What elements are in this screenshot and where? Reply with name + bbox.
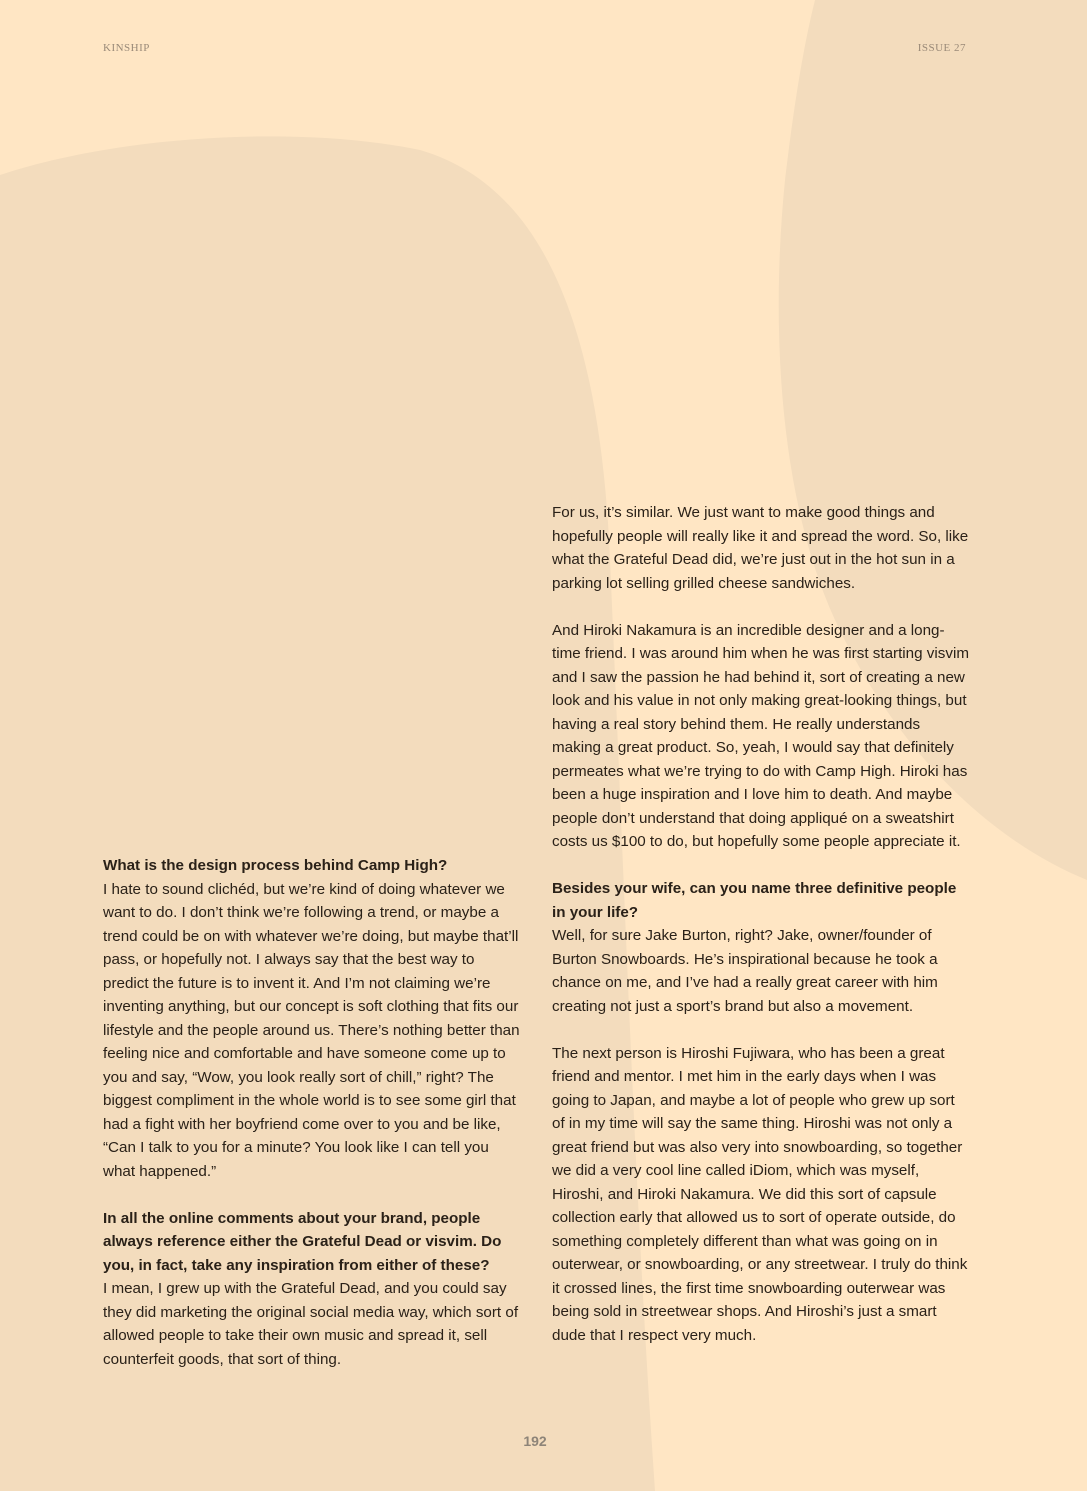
- right-text-column: [552, 501, 970, 1347]
- answer-inspiration: I mean, I grew up with the Grateful Dead, and you could say they did marketing the original social media way, which sort of allowed people to take their own music and spread it, sell counterfeit goods, that sort of thing.: [103, 1280, 519, 1368]
- question-inspiration: In all the online comments about your brand, people always reference either the Grateful Dead or visvim. Do you, in fact, take any inspiration from either of these?: [103, 1209, 502, 1274]
- paragraph-hiroki-nakamura: And Hiroki Nakamura is an incredible designer and a long-time friend. I was around him when he was first starting visvim and I saw the passion he had behind it, sort of creating a new look and his value in not only making great-looking things, but having a real story behind them. He really understands making a great product. So, yeah, I would say that definitely permeates what we’re trying to do with Camp High. Hiroki has been a huge inspiration and I love him to death. And maybe people don’t understand that doing appliqué on a sweatshirt costs us $100 to do, but hopefully some people appreciate it.: [552, 621, 969, 850]
- left-text-column: [103, 854, 521, 1371]
- answer-design-process: I hate to sound clichéd, but we’re kind of doing whatever we want to do. I don’t think we’re following a trend, or maybe a trend could be on with whatever we’re doing, but maybe that’ll pass, or hopefully not. I always say that the best way to predict the future is to invent it. And I’m not claiming we’re inventing anything, but our concept is soft clothing that fits our lifestyle and the people around us. There’s nothing better than feeling nice and comfortable and have someone come up to you and say, “Wow, you look really sort of chill,” right? The biggest compliment in the whole world is to see some girl that had a fight with her boyfriend come over to you and be like, “Can I talk to you for a minute? You look like I can tell you what happened.”: [103, 880, 520, 1180]
- running-header-magazine: KINSHIP: [103, 42, 150, 54]
- question-design-process: What is the design process behind Camp High?: [103, 857, 448, 874]
- question-three-people: Besides your wife, can you name three definitive people in your life?: [552, 880, 957, 921]
- paragraph-grateful-dead: For us, it’s similar. We just want to make good things and hopefully people will really like it and spread the word. So, like what the Grateful Dead did, we’re just out in the hot sun in a parking lot selling grilled cheese sandwiches.: [552, 504, 969, 592]
- running-header-issue: ISSUE 27: [917, 42, 966, 54]
- answer-jake-burton: Well, for sure Jake Burton, right? Jake, owner/founder of Burton Snowboards. He’s inspirational because he took a chance on me, and I’ve had a really great career with him creating not just a sport’s brand but also a movement.: [552, 927, 938, 1015]
- paragraph-hiroshi-fujiwara: The next person is Hiroshi Fujiwara, who has been a great friend and mentor. I met him in the early days when I was going to Japan, and maybe a lot of people who grew up sort of in my time will say the same thing. Hiroshi was not only a great friend but was also very into snowboarding, so together we did a very cool line called iDiom, which was myself, Hiroshi, and Hiroki Nakamura. We did this sort of capsule collection early that allowed us to sort of operate outside, do something completely different than what was going on in outerwear, or snowboarding, or any streetwear. I truly do think it crossed lines, the first time snowboarding outerwear was being sold in streetwear shops. And Hiroshi’s just a smart dude that I respect very much.: [552, 1044, 968, 1344]
- page-number: 192: [523, 1433, 547, 1449]
